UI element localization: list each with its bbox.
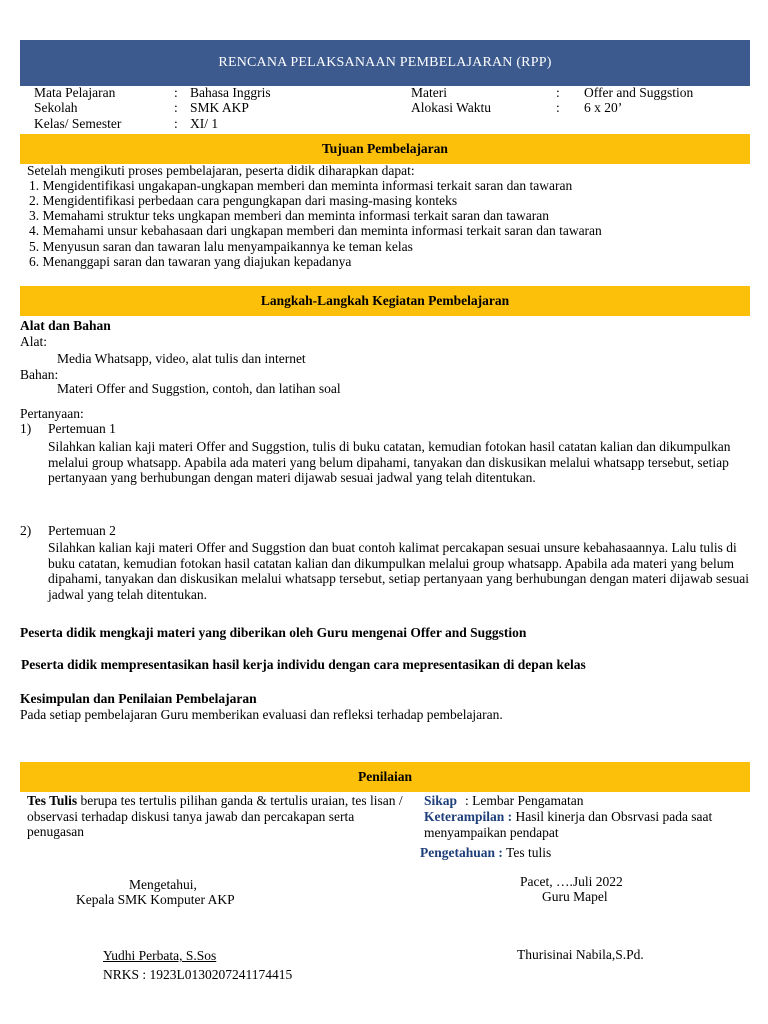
tes-tulis-label: Tes Tulis <box>27 793 78 808</box>
keterampilan-row <box>424 809 734 840</box>
signature-kepala: Kepala SMK Komputer AKP <box>76 892 235 907</box>
pertemuan1-number: 1) <box>20 421 32 436</box>
info-label-materi: Materi <box>411 85 447 100</box>
kesimpulan-title: Kesimpulan dan Penilaian Pembelajaran <box>20 691 257 706</box>
section-header-langkah: Langkah-Langkah Kegiatan Pembelajaran <box>20 286 750 316</box>
document-title: RENCANA PELAKSANAAN PEMBELAJARAN (RPP) <box>20 40 750 86</box>
tes-tulis-block <box>27 793 405 840</box>
pengetahuan-row <box>420 845 551 860</box>
statement-mengkaji: Peserta didik mengkaji materi yang diberikan oleh Guru mengenai Offer and Suggstion <box>20 625 527 640</box>
info-label-kelas: Kelas/ Semester <box>34 116 122 131</box>
keterampilan-value: Hasil kinerja dan Obsrvasi pada saat menyampaikan pendapat <box>424 809 713 840</box>
signature-place-date: Pacet, ….Juli 2022 <box>520 874 623 889</box>
info-sep: : <box>174 116 178 131</box>
info-label-sekolah: Sekolah <box>34 100 78 115</box>
info-value-alokasi: 6 x 20’ <box>584 100 623 115</box>
pertemuan2-title: Pertemuan 2 <box>48 523 116 538</box>
info-value-sekolah: SMK AKP <box>190 100 249 115</box>
section-header-penilaian: Penilaian <box>20 762 750 792</box>
sikap-row <box>424 793 584 808</box>
tujuan-item: 6. Menanggapi saran dan tawaran yang diajukan kepadanya <box>29 254 352 269</box>
tes-tulis-text: berupa tes tertulis pilihan ganda & tertulis uraian, tes lisan / observasi terhadap diskusi tanya jawab dan percakapan serta penugasan <box>27 793 403 840</box>
sikap-label: Sikap <box>424 793 458 808</box>
pertemuan2-number: 2) <box>20 523 32 538</box>
pertemuan1-text: Silahkan kalian kaji materi Offer and Suggstion, tulis di buku catatan, kemudian fotokan hasil catatan kalian dan dikumpulkan melalui group whatsapp. Apabila ada materi yang belum dipahami, tanyakan dan diskusikan melalui whatsapp tersebut, setiap pertanyaan yang berhubungan dengan materi dijawab sesuai jadwal yang telah ditentukan. <box>48 439 731 486</box>
bahan-value: Materi Offer and Suggstion, contoh, dan latihan soal <box>57 381 341 396</box>
alat-value: Media Whatsapp, video, alat tulis dan internet <box>57 351 306 366</box>
pertemuan2-text: Silahkan kalian kaji materi Offer and Suggstion dan buat contoh kalimat percakapan sesuai unsure kebahasaannya. Lalu tulis di buku catatan, kemudian fotokan hasil catatan kalian dan dikumpulkan melalui group whatsapp. Apabila ada materi yang belum dipahami, tanyakan dan diskusikan melalui whatsapp tersebut, setiap pertanyaan yang berhubungan dengan materi dijawab sesuai jadwal yang telah ditentukan. <box>48 540 750 602</box>
signature-left-name: Yudhi Perbata, S.Sos <box>103 948 217 963</box>
keterampilan-label: Keterampilan : <box>424 809 513 824</box>
tujuan-item: 2. Mengidentifikasi perbedaan cara pengungkapan dari masing-masing konteks <box>29 193 458 208</box>
info-value-materi: Offer and Suggstion <box>584 85 694 100</box>
pengetahuan-label: Pengetahuan : <box>420 845 503 860</box>
tujuan-intro: Setelah mengikuti proses pembelajaran, peserta didik diharapkan dapat: <box>27 163 415 178</box>
pertanyaan-label: Pertanyaan: <box>20 406 84 421</box>
alat-bahan-title: Alat dan Bahan <box>20 318 111 333</box>
info-value-mata-pelajaran: Bahasa Inggris <box>190 85 271 100</box>
info-label-alokasi: Alokasi Waktu <box>411 100 492 115</box>
tujuan-item: 1. Mengidentifikasi ungakapan-ungkapan memberi dan meminta informasi terkait saran dan tawaran <box>29 178 573 193</box>
alat-label: Alat: <box>20 334 47 349</box>
signature-guru-mapel: Guru Mapel <box>542 889 608 904</box>
pengetahuan-value: Tes tulis <box>506 845 552 860</box>
info-sep: : <box>174 85 178 100</box>
tujuan-item: 3. Memahami struktur teks ungkapan memberi dan meminta informasi terkait saran dan tawaran <box>29 208 549 223</box>
tujuan-item: 4. Memahami unsur kebahasaan dari ungkapan memberi dan meminta informasi terkait saran dan tawaran <box>29 223 602 238</box>
signature-left-id: NRKS : 1923L0130207241174415 <box>103 967 293 982</box>
info-sep: : <box>174 100 178 115</box>
section-header-tujuan: Tujuan Pembelajaran <box>20 134 750 164</box>
signature-mengetahui: Mengetahui, <box>129 877 197 892</box>
bahan-label: Bahan: <box>20 367 59 382</box>
pertemuan1-title: Pertemuan 1 <box>48 421 116 436</box>
sikap-value: : Lembar Pengamatan <box>465 793 584 808</box>
statement-presentasi: Peserta didik mempresentasikan hasil kerja individu dengan cara mepresentasikan di depan kelas <box>21 657 586 672</box>
info-label-mata-pelajaran: Mata Pelajaran <box>34 85 116 100</box>
info-value-kelas: XI/ 1 <box>190 116 219 131</box>
kesimpulan-text: Pada setiap pembelajaran Guru memberikan evaluasi dan refleksi terhadap pembelajaran. <box>20 707 503 722</box>
tujuan-item: 5. Menyusun saran dan tawaran lalu menyampaikannya ke teman kelas <box>29 239 413 254</box>
signature-right-name: Thurisinai Nabila,S.Pd. <box>517 947 644 962</box>
info-sep: : <box>556 100 560 115</box>
info-sep: : <box>556 85 560 100</box>
